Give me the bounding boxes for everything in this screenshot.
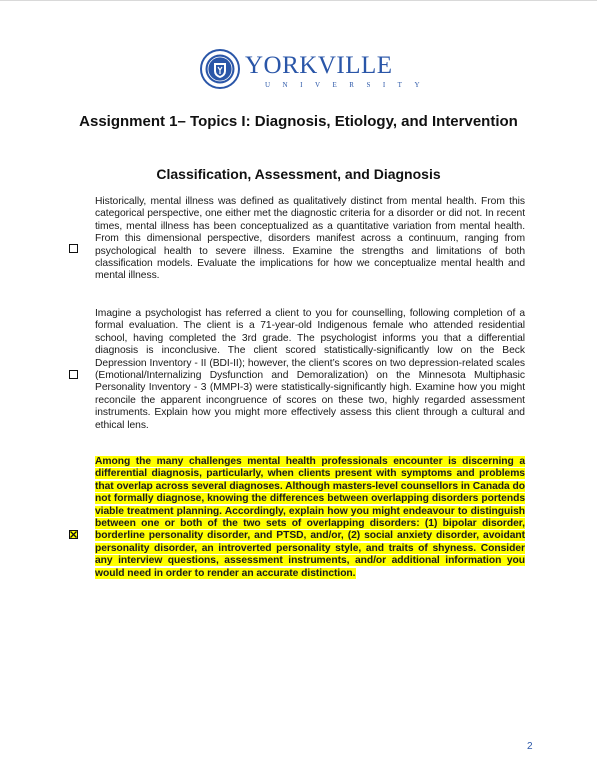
page-top-border — [0, 0, 597, 1]
page-number: 2 — [527, 741, 533, 752]
option-1-checkbox[interactable] — [69, 244, 78, 253]
option-3-text-block — [95, 456, 525, 580]
option-3-text: Among the many challenges mental health professionals encounter is discerning a differential diagnosis, particularly, when clients present with symptoms and problems that overlap across several diagnoses. Although masters-level counsellors in Canada do not formally diagnose, knowing the differences between overlapping disorders portends viable treatment planning. Accordingly, explain how you might endeavour to distinguish between one or both of the two sets of overlapping disorders: (1) bipolar disorder, borderline personality disorder, and PTSD, and/or, (2) social anxiety disorder, avoidant personality disorder, an introverted personality style, and traits of shyness. Consider any interview questions, assessment instruments, and/or additional information you would need in order to render an accurate distinction. — [95, 456, 525, 579]
logo-wordmark: YORKVILLE — [245, 52, 393, 79]
yorkville-logo — [199, 48, 432, 96]
option-1-text: Historically, mental illness was defined as qualitatively distinct from mental health. From this categorical perspective, one either met the diagnostic criteria for a disorder or did not. In recent times, mental illness has been conceptualized as a quantitative variation from mental health. From this dimensional perspective, disorders manifest across a continuum, ranging from psychological health to severe illness. Examine the strengths and limitations of both classification models. Evaluate the implications for how we conceptualize mental health and mental illness. — [95, 196, 525, 282]
option-2-text: Imagine a psychologist has referred a client to you for counselling, following completion of a formal evaluation. The client is a 71-year-old Indigenous female who attended residential school, having completed the 3rd grade. The psychologist informs you that a differential diagnosis is inconclusive. The client scored statistically-significantly low on the Beck Depression Inventory - II (BDI-II); however, the client’s scores on two depression-related scales (Emotional/Internalizing Dysfunction and Demoralization) on the Minnesota Multiphasic Personality Inventory - 3 (MMPI-3) were statistically-significantly high. Examine how you might reconcile the apparent incongruence of scores on these two, highly regarded assessment instruments. Explain how you might more effectively assess this client through a cultural and ethical lens. — [95, 308, 525, 431]
section-heading: Classification, Assessment, and Diagnosis — [156, 166, 441, 182]
university-seal-icon — [199, 48, 241, 90]
checkmark-x-icon — [70, 531, 77, 538]
assignment-title: Assignment 1– Topics I: Diagnosis, Etiology, and Intervention — [79, 113, 518, 130]
option-3-checkbox-checked[interactable] — [69, 530, 78, 539]
logo-subtitle: UNIVERSITY — [265, 81, 432, 89]
option-2-checkbox[interactable] — [69, 370, 78, 379]
